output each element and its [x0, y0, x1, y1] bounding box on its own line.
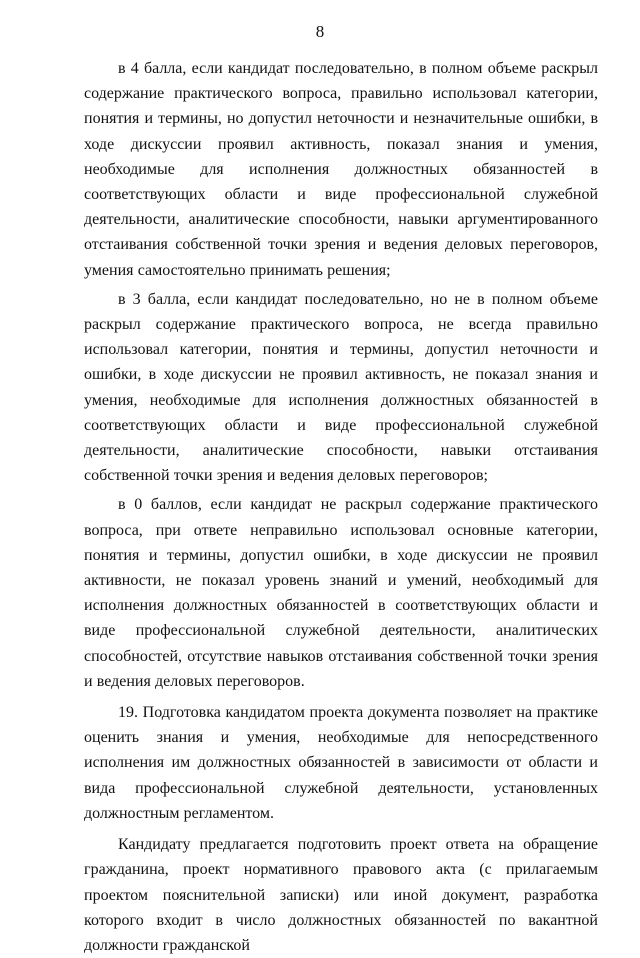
paragraph-candidate-task: Кандидату предлагается подготовить проект ответа на обращение гражданина, проект нормативного правового акта (с прилагаемым проектом пояснительной записки) или иной документ, разработка которого входит в число должностных обязанностей по вакантной должности гражданской: [84, 836, 598, 954]
document-body: [84, 56, 598, 958]
paragraph-score-0: в 0 баллов, если кандидат не раскрыл содержание практического вопроса, при ответе неправильно использовал основные категории, понятия и термины, допустил ошибки, в ходе дискуссии не проявил активности, не показал уровень знаний и умений, необходимый для исполнения должностных обязанностей в соответствующих области и виде профессиональной служебной деятельности, аналитических способностей, отсутствие навыков отстаивания собственной точки зрения и ведения деловых переговоров.: [84, 496, 598, 690]
paragraph-score-4: в 4 балла, если кандидат последовательно, в полном объеме раскрыл содержание практического вопроса, правильно использовал категории, понятия и термины, но допустил неточности и незначительные ошибки, в ходе дискуссии проявил активность, показал знания и умения, необходимые для исполнения должностных обязанностей в соответствующих области и виде профессиональной служебной деятельности, аналитические способности, навыки аргументированного отстаивания собственной точки зрения и ведения деловых переговоров, умения самостоятельно принимать решения;: [84, 60, 598, 279]
paragraph-score-3: в 3 балла, если кандидат последовательно, но не в полном объеме раскрыл содержание практического вопроса, не всегда правильно использовал категории, понятия и термины, допустил неточности и ошибки, в ходе дискуссии не проявил активность, не показал знания и умения, необходимые для исполнения должностных обязанностей в соответствующих области и виде профессиональной служебной деятельности, аналитические способности, навыки отстаивания собственной точки зрения и ведения деловых переговоров;: [84, 290, 598, 485]
paragraph-item-19: 19. Подготовка кандидатом проекта документа позволяет на практике оценить знания и умения, необходимые для непосредственного исполнения им должностных обязанностей в зависимости от области и вида профессиональной служебной деятельности, установленных должностным регламентом.: [84, 704, 598, 822]
page-number: 8: [315, 22, 325, 41]
